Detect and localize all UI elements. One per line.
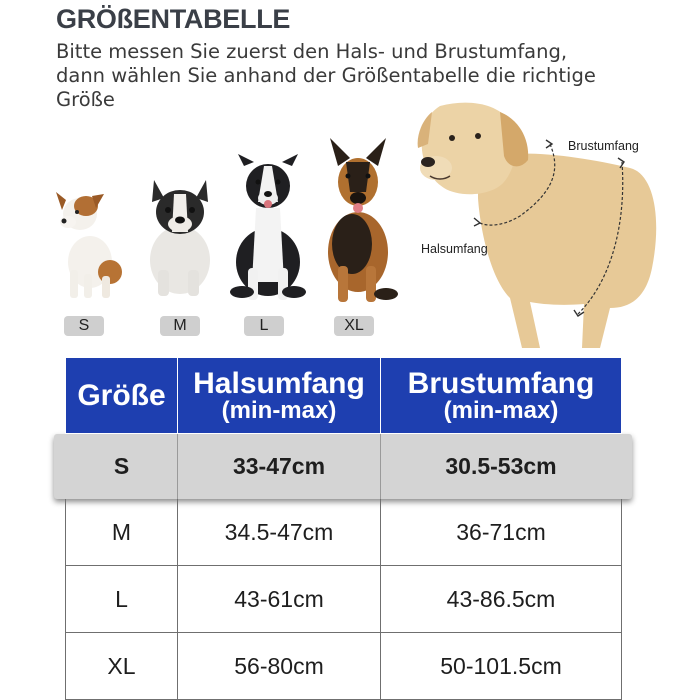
german-shepherd-illustration [316, 136, 400, 306]
size-table [65, 357, 622, 700]
table-row [66, 434, 622, 499]
size-pill-m: M [160, 316, 200, 336]
cell-size: L [66, 566, 178, 633]
header-size: Größe [66, 358, 178, 434]
neck-measure-label: Halsumfang [421, 242, 488, 256]
cell-neck: 34.5-47cm [178, 499, 381, 566]
labrador-measurement-illustration [400, 98, 660, 356]
header-chest: Brustumfang (min-max) [381, 358, 622, 434]
cell-chest: 43-86.5cm [381, 566, 622, 633]
cell-size: XL [66, 633, 178, 700]
border-collie-illustration [226, 152, 310, 304]
cell-neck: 43-61cm [178, 566, 381, 633]
intro-text: Bitte messen Sie zuerst den Hals- und Brustumfang, dann wählen Sie anhand der Größentabelle die richtige Größe [56, 40, 596, 111]
table-header-row [66, 358, 622, 434]
cell-size: S [113, 452, 130, 479]
cell-chest: 50-101.5cm [381, 633, 622, 700]
table-row [66, 499, 622, 566]
page-title: GRÖßENTABELLE [56, 4, 291, 34]
size-pill-s: S [64, 316, 104, 336]
cell-neck: 56-80cm [178, 633, 381, 700]
cell-size: M [66, 499, 178, 566]
header-neck: Halsumfang (min-max) [178, 358, 381, 434]
french-bulldog-illustration [140, 172, 220, 300]
table-row [66, 566, 622, 633]
jack-russell-illustration [52, 190, 132, 302]
cell-chest: 36-71cm [381, 499, 622, 566]
cell-chest: 30.5-53cm [445, 452, 557, 479]
table-row [66, 633, 622, 700]
size-pill-l: L [244, 316, 284, 336]
cell-neck: 33-47cm [232, 452, 326, 479]
size-pill-xl: XL [334, 316, 374, 336]
chest-measure-label: Brustumfang [568, 139, 639, 153]
